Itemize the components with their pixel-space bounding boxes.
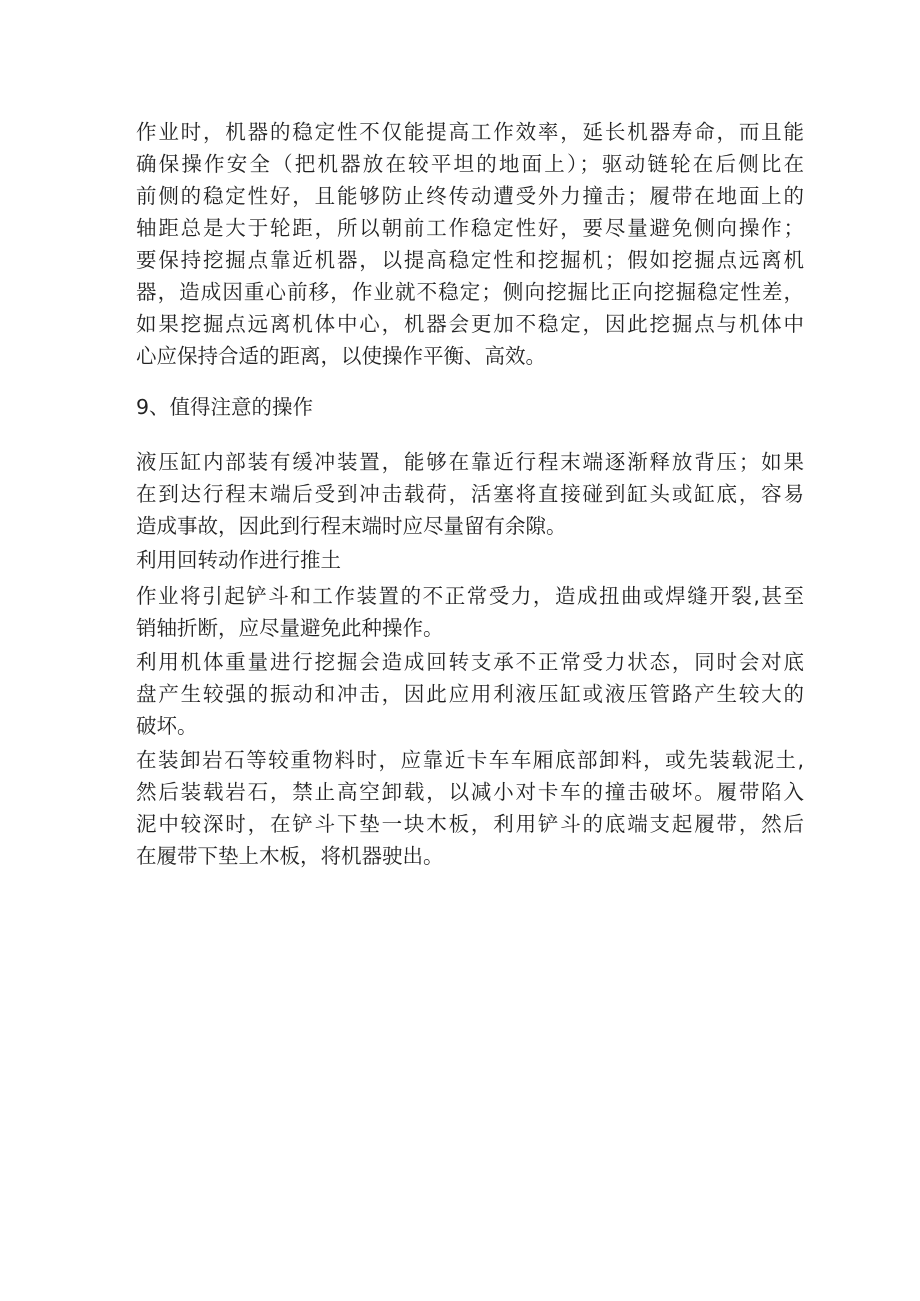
paragraph-bucket-stress <box>136 580 804 644</box>
text-line: 作业将引起铲斗和工作装置的不正常受力，造成扭曲或焊缝开裂,甚至 <box>136 584 804 608</box>
paragraph-stability <box>136 116 804 372</box>
text-line: 造成事故，因此到行程末端时应尽量留有余隙。 <box>136 514 567 538</box>
paragraph-body-weight <box>136 646 804 742</box>
text-line: 确保操作安全（把机器放在较平坦的地面上）；驱动链轮在后侧比在 <box>136 152 804 176</box>
document-body <box>136 116 804 872</box>
subheading <box>136 544 804 576</box>
text-line: 要保持挖掘点靠近机器，以提高稳定性和挖掘机；假如挖掘点远离机 <box>136 248 804 272</box>
text-line: 心应保持合适的距离，以使操作平衡、高效。 <box>136 344 546 368</box>
text-line: 泥中较深时，在铲斗下垫一块木板，利用铲斗的底端支起履带，然后 <box>136 812 804 836</box>
section-heading <box>136 391 804 423</box>
text-line: 作业时，机器的稳定性不仅能提高工作效率，延长机器寿命，而且能 <box>136 120 804 144</box>
paragraph-loading-rocks <box>136 744 804 872</box>
text-line: 如果挖掘点远离机体中心，机器会更加不稳定，因此挖掘点与机体中 <box>136 312 804 336</box>
text-line: 破坏。 <box>136 714 198 738</box>
text-line: 利用机体重量进行挖掘会造成回转支承不正常受力状态，同时会对底 <box>136 650 804 674</box>
text-line: 液压缸内部装有缓冲装置，能够在靠近行程末端逐渐释放背压；如果 <box>136 450 804 474</box>
text-line: 器，造成因重心前移，作业就不稳定；侧向挖掘比正向挖掘稳定性差， <box>136 280 804 304</box>
spacer <box>136 372 804 391</box>
paragraph-hydraulic-cylinder <box>136 446 804 542</box>
text-line: 前侧的稳定性好，且能够防止终传动遭受外力撞击；履带在地面上的 <box>136 184 804 208</box>
text-line: 销轴折断，应尽量避免此种操作。 <box>136 616 444 640</box>
spacer <box>136 423 804 446</box>
text-line: 然后装载岩石，禁止高空卸载，以减小对卡车的撞击破坏。履带陷入 <box>136 780 804 804</box>
text-line: 在到达行程末端后受到冲击载荷，活塞将直接碰到缸头或缸底，容易 <box>136 482 804 506</box>
text-line: 在履带下垫上木板，将机器驶出。 <box>136 844 444 868</box>
text-line: 轴距总是大于轮距，所以朝前工作稳定性好，要尽量避免侧向操作； <box>136 216 804 240</box>
heading-text: 9、值得注意的操作 <box>136 395 314 419</box>
subheading-text: 利用回转动作进行推土 <box>136 548 341 572</box>
text-line: 盘产生较强的振动和冲击，因此应用利液压缸或液压管路产生较大的 <box>136 682 804 706</box>
text-line: 在装卸岩石等较重物料时，应靠近卡车车厢底部卸料，或先装载泥土, <box>136 748 804 772</box>
